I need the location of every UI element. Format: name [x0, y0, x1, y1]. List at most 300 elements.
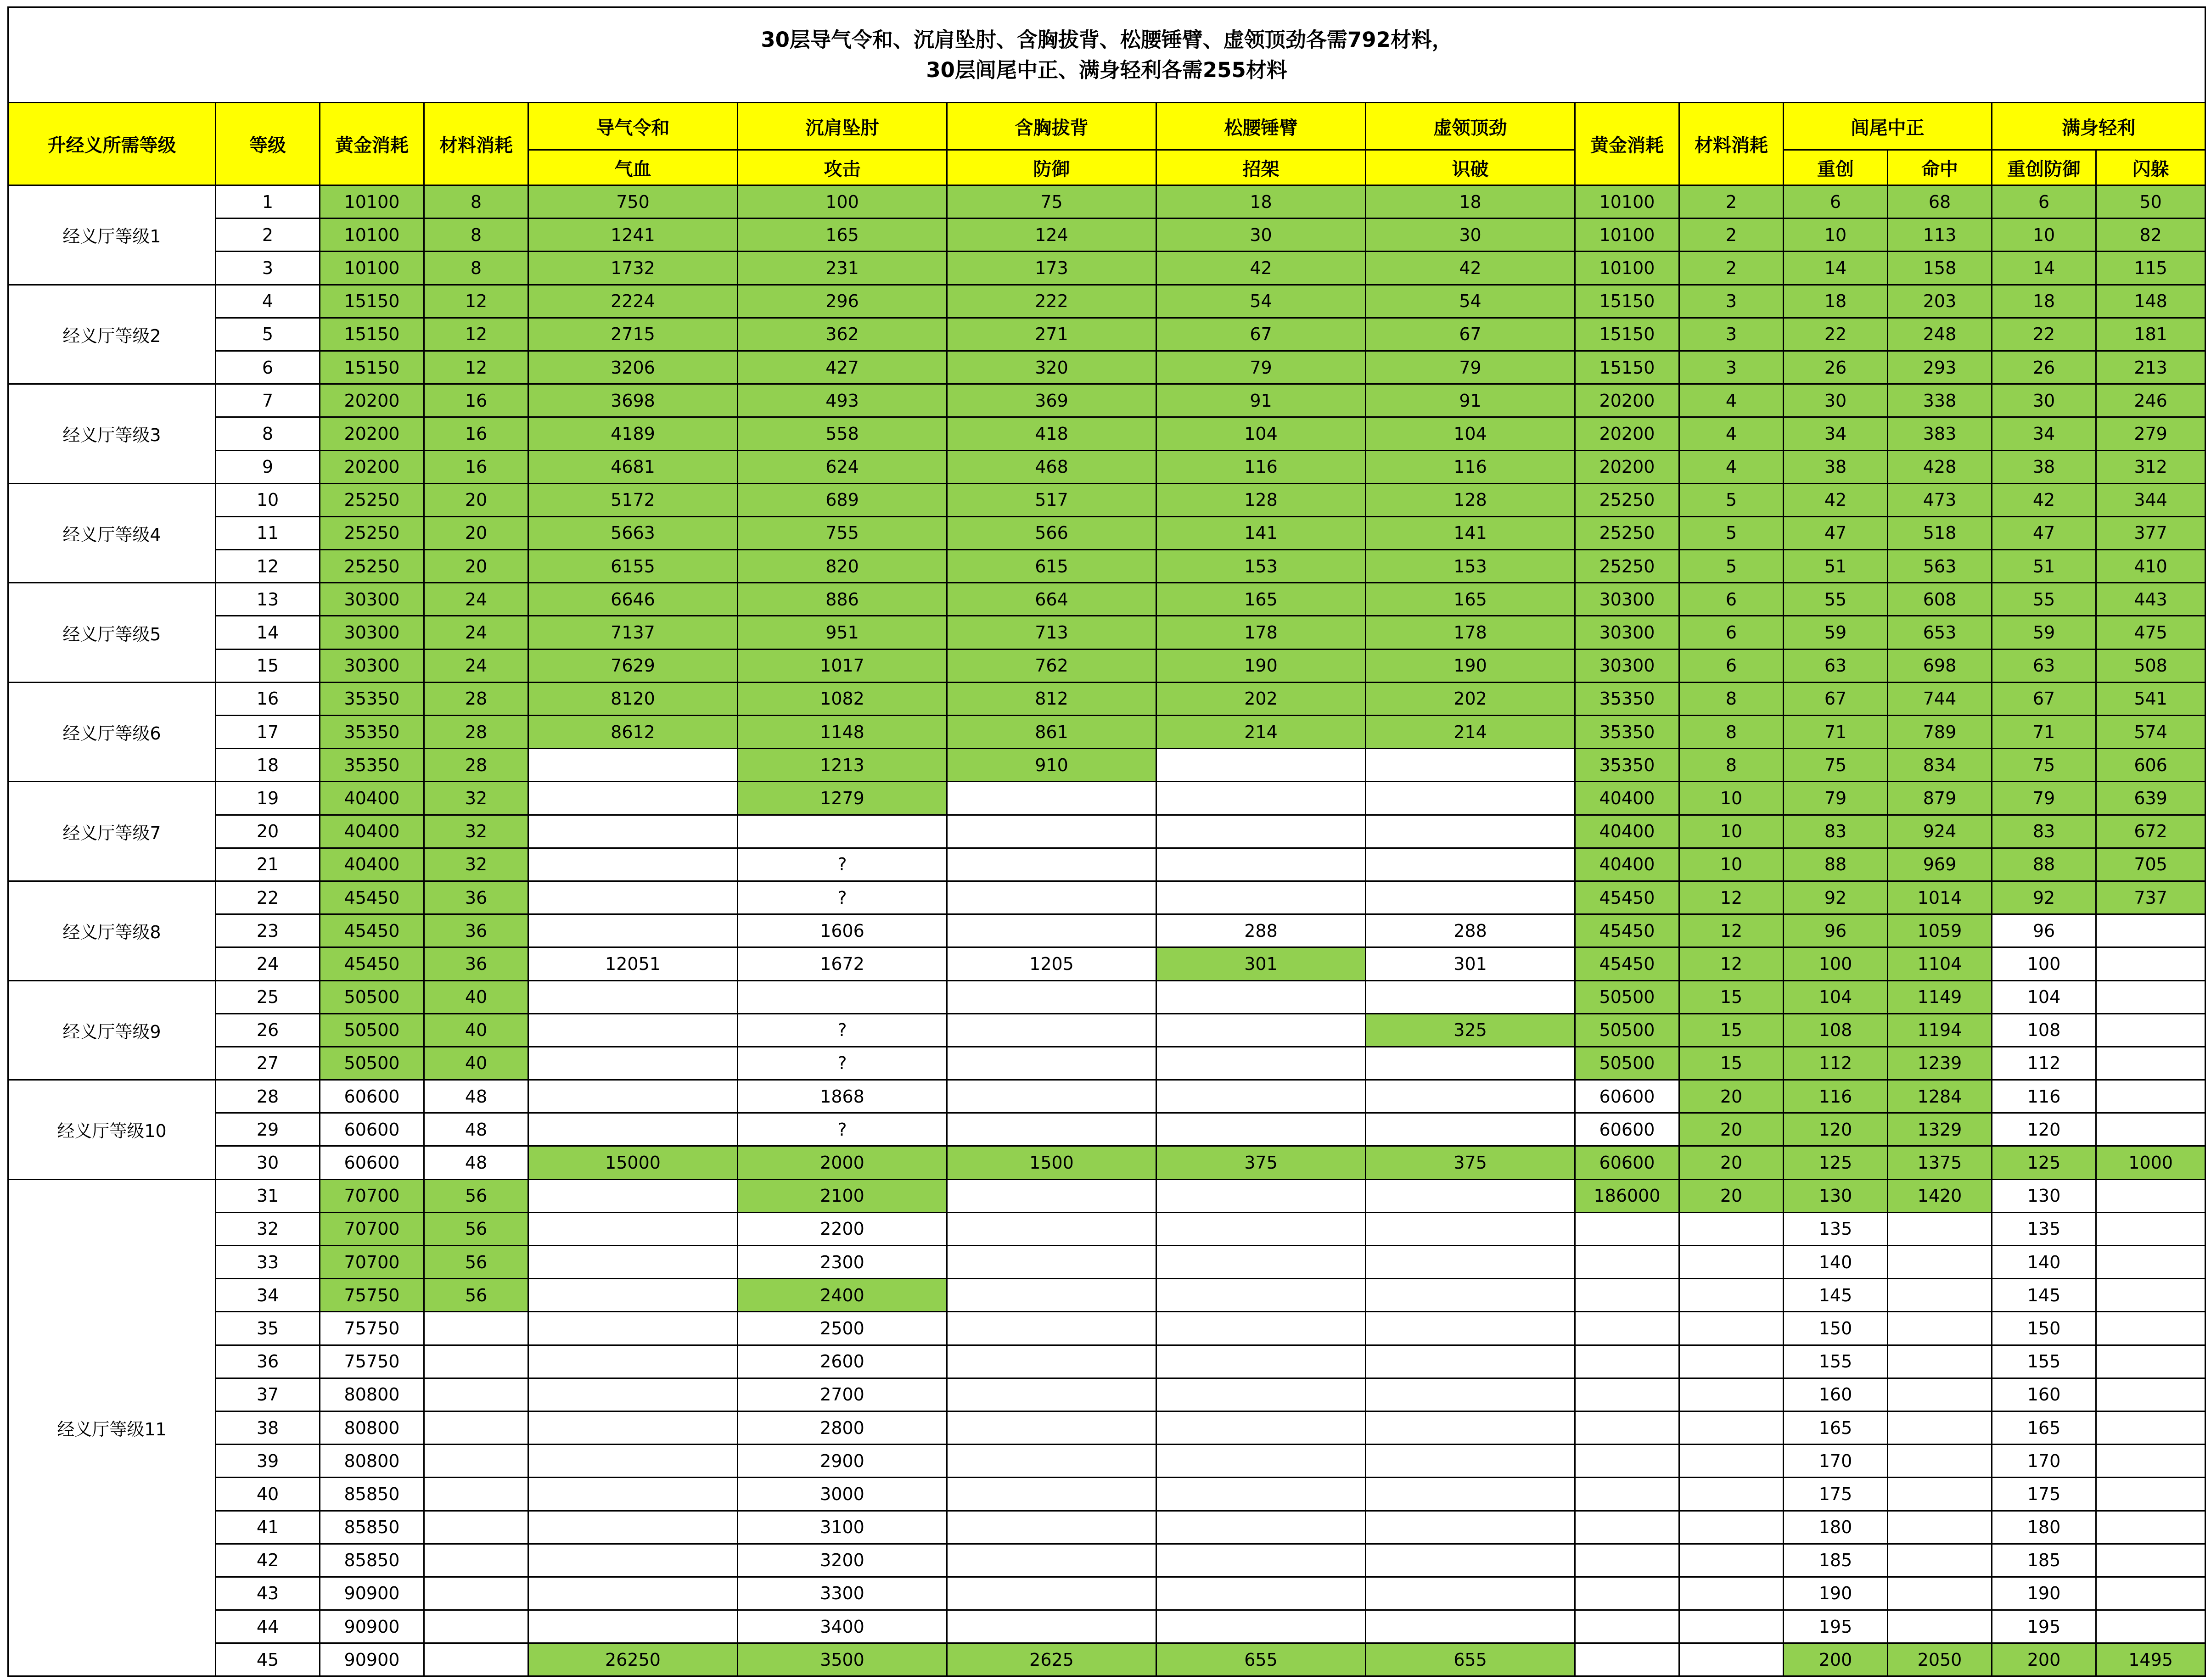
cell-hit: 1284 [1888, 1080, 1992, 1113]
cell-level: 7 [216, 384, 320, 417]
cell-insight: 116 [1366, 450, 1575, 483]
cell-mat2: 15 [1679, 1014, 1784, 1047]
cell-gold1: 80800 [320, 1445, 424, 1478]
cell-crit-defense: 116 [1992, 1080, 2096, 1113]
cell-gold1: 10100 [320, 252, 424, 285]
header-stat-dodge: 闪躲 [2096, 150, 2205, 185]
cell-parry [1156, 1411, 1366, 1444]
header-stat-crit: 重创 [1784, 150, 1888, 185]
cell-defense: 2625 [947, 1643, 1156, 1676]
cell-mat2: 6 [1679, 649, 1784, 682]
cell-defense: 566 [947, 516, 1156, 549]
cell-hit: 1149 [1888, 980, 1992, 1014]
cell-mat2: 3 [1679, 285, 1784, 318]
cell-hp: 2715 [528, 318, 738, 351]
cell-dodge [2096, 1610, 2205, 1643]
cell-crit-defense: 79 [1992, 782, 2096, 815]
cell-mat2: 15 [1679, 1047, 1784, 1080]
cell-defense [947, 1080, 1156, 1113]
cell-mat1: 48 [424, 1146, 528, 1179]
cell-parry: 54 [1156, 285, 1366, 318]
group-label: 经义厅等级10 [8, 1080, 216, 1180]
cell-mat1: 16 [424, 384, 528, 417]
cell-insight [1366, 1478, 1575, 1511]
cell-insight: 54 [1366, 285, 1575, 318]
cell-hp: 6646 [528, 583, 738, 616]
cell-defense [947, 1312, 1156, 1345]
cell-crit: 14 [1784, 252, 1888, 285]
table-row [8, 616, 2205, 649]
cell-crit: 92 [1784, 881, 1888, 914]
cell-gold1: 15150 [320, 351, 424, 384]
cell-parry: 165 [1156, 583, 1366, 616]
cell-parry [1156, 1047, 1366, 1080]
cell-hit [1888, 1345, 1992, 1378]
cell-hp [528, 1279, 738, 1312]
cell-crit-defense: 67 [1992, 682, 2096, 715]
cell-mat2: 8 [1679, 682, 1784, 715]
cell-hp: 12051 [528, 947, 738, 980]
cell-hp [528, 815, 738, 848]
group-label: 经义厅等级8 [8, 881, 216, 980]
cell-hp: 5172 [528, 483, 738, 516]
cell-defense [947, 1014, 1156, 1047]
cell-attack: 2900 [738, 1445, 947, 1478]
cell-attack: 2700 [738, 1378, 947, 1411]
cell-insight [1366, 1080, 1575, 1113]
cell-parry [1156, 1378, 1366, 1411]
cell-dodge [2096, 1478, 2205, 1511]
cell-insight: 141 [1366, 516, 1575, 549]
cell-mat1: 36 [424, 947, 528, 980]
table-row [8, 914, 2205, 947]
cell-level: 42 [216, 1544, 320, 1577]
cell-defense: 271 [947, 318, 1156, 351]
cell-hp [528, 881, 738, 914]
cell-level: 41 [216, 1511, 320, 1544]
table-row [8, 483, 2205, 516]
cell-mat1 [424, 1378, 528, 1411]
cell-gold2: 45450 [1575, 947, 1679, 980]
cell-level: 23 [216, 914, 320, 947]
cell-dodge [2096, 1179, 2205, 1212]
group-label: 经义厅等级7 [8, 782, 216, 881]
cell-attack: ? [738, 881, 947, 914]
cell-insight: 214 [1366, 716, 1575, 749]
cell-mat2 [1679, 1610, 1784, 1643]
cell-parry: 288 [1156, 914, 1366, 947]
cell-gold2 [1575, 1511, 1679, 1544]
cell-level: 18 [216, 749, 320, 782]
cell-crit: 55 [1784, 583, 1888, 616]
cell-crit-defense: 22 [1992, 318, 2096, 351]
cell-hp: 6155 [528, 550, 738, 583]
cell-hit: 698 [1888, 649, 1992, 682]
table-row [8, 1146, 2205, 1179]
title-line-2: 30层闾尾中正、满身轻利各需255材料 [926, 57, 1287, 82]
cell-attack: 3400 [738, 1610, 947, 1643]
cell-insight: 67 [1366, 318, 1575, 351]
cell-parry: 153 [1156, 550, 1366, 583]
table-row [8, 1643, 2205, 1676]
cell-mat2: 2 [1679, 218, 1784, 252]
cell-crit: 6 [1784, 185, 1888, 218]
cell-gold1: 70700 [320, 1212, 424, 1245]
cell-crit-defense: 120 [1992, 1113, 2096, 1146]
cell-gold1: 90900 [320, 1643, 424, 1676]
cell-parry [1156, 1179, 1366, 1212]
cell-hit: 383 [1888, 417, 1992, 450]
cell-dodge [2096, 1212, 2205, 1245]
table-row [8, 980, 2205, 1014]
cell-gold2 [1575, 1378, 1679, 1411]
cell-mat1 [424, 1312, 528, 1345]
cell-gold1: 75750 [320, 1279, 424, 1312]
table-row [8, 1014, 2205, 1047]
cell-defense [947, 1445, 1156, 1478]
cell-mat2 [1679, 1577, 1784, 1610]
cell-mat2: 4 [1679, 450, 1784, 483]
cell-crit: 155 [1784, 1345, 1888, 1378]
cell-insight [1366, 1610, 1575, 1643]
cell-crit: 47 [1784, 516, 1888, 549]
cell-gold2: 60600 [1575, 1146, 1679, 1179]
cell-crit-defense: 145 [1992, 1279, 2096, 1312]
group-label: 经义厅等级9 [8, 980, 216, 1080]
cell-crit: 59 [1784, 616, 1888, 649]
cell-attack: 755 [738, 516, 947, 549]
cell-crit: 26 [1784, 351, 1888, 384]
cell-hit: 203 [1888, 285, 1992, 318]
cell-insight [1366, 1577, 1575, 1610]
cell-level: 22 [216, 881, 320, 914]
cell-mat1 [424, 1577, 528, 1610]
cell-dodge [2096, 1279, 2205, 1312]
cell-dodge: 574 [2096, 716, 2205, 749]
cell-attack: 2400 [738, 1279, 947, 1312]
cell-defense: 1500 [947, 1146, 1156, 1179]
cell-parry [1156, 1577, 1366, 1610]
cell-insight: 655 [1366, 1643, 1575, 1676]
cell-hit: 113 [1888, 218, 1992, 252]
table-row [8, 318, 2205, 351]
cell-gold2: 20200 [1575, 384, 1679, 417]
header-skill-daoqi: 导气令和 [528, 103, 738, 150]
cell-parry [1156, 1014, 1366, 1047]
header-stat-hp: 气血 [528, 150, 738, 185]
cell-defense: 75 [947, 185, 1156, 218]
cell-crit: 75 [1784, 749, 1888, 782]
cell-dodge [2096, 1544, 2205, 1577]
cell-insight [1366, 1279, 1575, 1312]
cell-gold1: 45450 [320, 914, 424, 947]
table-row [8, 749, 2205, 782]
cell-attack: 493 [738, 384, 947, 417]
cell-parry: 128 [1156, 483, 1366, 516]
table-row [8, 881, 2205, 914]
cell-dodge: 213 [2096, 351, 2205, 384]
cell-mat2 [1679, 1411, 1784, 1444]
cell-dodge: 443 [2096, 583, 2205, 616]
cell-hit [1888, 1312, 1992, 1345]
cell-gold2: 40400 [1575, 848, 1679, 881]
cell-level: 9 [216, 450, 320, 483]
table-row [8, 1544, 2205, 1577]
cell-crit-defense: 47 [1992, 516, 2096, 549]
cell-attack: 2800 [738, 1411, 947, 1444]
cell-gold2 [1575, 1445, 1679, 1478]
cell-mat2: 8 [1679, 749, 1784, 782]
cell-crit-defense: 125 [1992, 1146, 2096, 1179]
cell-gold2: 30300 [1575, 649, 1679, 682]
cell-dodge: 82 [2096, 218, 2205, 252]
cell-gold1: 30300 [320, 649, 424, 682]
upgrade-table [7, 6, 2206, 1677]
cell-mat2: 5 [1679, 483, 1784, 516]
cell-level: 29 [216, 1113, 320, 1146]
cell-crit-defense: 130 [1992, 1179, 2096, 1212]
cell-hp: 1732 [528, 252, 738, 285]
cell-attack: 1672 [738, 947, 947, 980]
cell-hp [528, 848, 738, 881]
cell-attack: 1868 [738, 1080, 947, 1113]
cell-crit-defense: 195 [1992, 1610, 2096, 1643]
cell-dodge: 344 [2096, 483, 2205, 516]
group-label: 经义厅等级4 [8, 483, 216, 583]
cell-gold2: 186000 [1575, 1179, 1679, 1212]
cell-parry: 214 [1156, 716, 1366, 749]
cell-attack: 100 [738, 185, 947, 218]
cell-defense [947, 848, 1156, 881]
cell-defense [947, 1544, 1156, 1577]
cell-defense: 812 [947, 682, 1156, 715]
cell-mat2 [1679, 1445, 1784, 1478]
cell-attack: 231 [738, 252, 947, 285]
cell-level: 10 [216, 483, 320, 516]
spreadsheet [7, 6, 2205, 1677]
cell-mat2: 2 [1679, 252, 1784, 285]
cell-parry: 655 [1156, 1643, 1366, 1676]
cell-hit: 1014 [1888, 881, 1992, 914]
cell-mat1: 32 [424, 815, 528, 848]
cell-attack: 3200 [738, 1544, 947, 1577]
cell-attack: 1148 [738, 716, 947, 749]
cell-parry [1156, 1279, 1366, 1312]
cell-level: 40 [216, 1478, 320, 1511]
cell-attack: 2500 [738, 1312, 947, 1345]
cell-dodge [2096, 1080, 2205, 1113]
cell-crit-defense: 59 [1992, 616, 2096, 649]
cell-defense [947, 1378, 1156, 1411]
cell-crit-defense: 135 [1992, 1212, 2096, 1245]
cell-hit: 68 [1888, 185, 1992, 218]
cell-mat2: 15 [1679, 980, 1784, 1014]
cell-level: 33 [216, 1246, 320, 1279]
cell-hit [1888, 1279, 1992, 1312]
cell-level: 2 [216, 218, 320, 252]
cell-hit: 158 [1888, 252, 1992, 285]
cell-gold1: 60600 [320, 1113, 424, 1146]
cell-hit: 744 [1888, 682, 1992, 715]
cell-hp [528, 1610, 738, 1643]
cell-gold1: 75750 [320, 1312, 424, 1345]
cell-crit-defense: 55 [1992, 583, 2096, 616]
table-row [8, 1577, 2205, 1610]
cell-gold1: 30300 [320, 583, 424, 616]
cell-gold2: 20200 [1575, 417, 1679, 450]
table-row [8, 682, 2205, 715]
cell-gold2 [1575, 1411, 1679, 1444]
cell-gold2: 60600 [1575, 1113, 1679, 1146]
group-label: 经义厅等级6 [8, 682, 216, 782]
cell-insight: 301 [1366, 947, 1575, 980]
cell-defense [947, 1179, 1156, 1212]
cell-level: 31 [216, 1179, 320, 1212]
cell-gold1: 25250 [320, 516, 424, 549]
cell-gold2: 50500 [1575, 1014, 1679, 1047]
cell-dodge: 148 [2096, 285, 2205, 318]
cell-crit: 116 [1784, 1080, 1888, 1113]
cell-mat1: 40 [424, 1047, 528, 1080]
table-row [8, 947, 2205, 980]
cell-mat1 [424, 1511, 528, 1544]
cell-insight [1366, 1312, 1575, 1345]
cell-hp [528, 914, 738, 947]
cell-gold2: 45450 [1575, 914, 1679, 947]
cell-crit-defense: 104 [1992, 980, 2096, 1014]
cell-mat1 [424, 1610, 528, 1643]
cell-attack: 624 [738, 450, 947, 483]
cell-insight [1366, 782, 1575, 815]
cell-dodge [2096, 1047, 2205, 1080]
header-skill-hanxiong: 含胸拔背 [947, 103, 1156, 150]
cell-crit-defense: 51 [1992, 550, 2096, 583]
cell-insight [1366, 1445, 1575, 1478]
cell-gold1: 30300 [320, 616, 424, 649]
cell-level: 27 [216, 1047, 320, 1080]
table-row [8, 384, 2205, 417]
cell-crit: 150 [1784, 1312, 1888, 1345]
cell-dodge [2096, 947, 2205, 980]
cell-gold1: 50500 [320, 1047, 424, 1080]
cell-crit: 112 [1784, 1047, 1888, 1080]
cell-mat1 [424, 1411, 528, 1444]
cell-dodge: 672 [2096, 815, 2205, 848]
cell-gold1: 70700 [320, 1179, 424, 1212]
cell-crit-defense: 165 [1992, 1411, 2096, 1444]
cell-mat2: 4 [1679, 417, 1784, 450]
cell-level: 39 [216, 1445, 320, 1478]
cell-dodge: 606 [2096, 749, 2205, 782]
cell-gold2 [1575, 1345, 1679, 1378]
header-gold-2: 黄金消耗 [1575, 103, 1679, 185]
table-row [8, 218, 2205, 252]
cell-gold1: 85850 [320, 1478, 424, 1511]
cell-insight [1366, 1411, 1575, 1444]
table-row [8, 782, 2205, 815]
cell-level: 34 [216, 1279, 320, 1312]
header-stat-hit: 命中 [1888, 150, 1992, 185]
header-material-1: 材料消耗 [424, 103, 528, 185]
cell-mat1: 36 [424, 914, 528, 947]
cell-crit: 165 [1784, 1411, 1888, 1444]
cell-level: 20 [216, 815, 320, 848]
table-row [8, 1511, 2205, 1544]
cell-mat2: 10 [1679, 848, 1784, 881]
cell-gold1: 20200 [320, 417, 424, 450]
cell-crit: 160 [1784, 1378, 1888, 1411]
cell-dodge: 1000 [2096, 1146, 2205, 1179]
cell-level: 1 [216, 185, 320, 218]
cell-insight: 325 [1366, 1014, 1575, 1047]
cell-crit-defense: 160 [1992, 1378, 2096, 1411]
cell-parry [1156, 1246, 1366, 1279]
table-row [8, 1478, 2205, 1511]
cell-defense [947, 1610, 1156, 1643]
cell-attack: 886 [738, 583, 947, 616]
cell-mat2: 12 [1679, 947, 1784, 980]
cell-crit: 34 [1784, 417, 1888, 450]
cell-hit: 473 [1888, 483, 1992, 516]
cell-dodge: 312 [2096, 450, 2205, 483]
cell-attack: 1213 [738, 749, 947, 782]
cell-mat2 [1679, 1478, 1784, 1511]
cell-parry [1156, 1478, 1366, 1511]
cell-hp [528, 1179, 738, 1212]
cell-hit: 338 [1888, 384, 1992, 417]
cell-dodge: 541 [2096, 682, 2205, 715]
header-level: 等级 [216, 103, 320, 185]
cell-defense: 222 [947, 285, 1156, 318]
cell-insight: 178 [1366, 616, 1575, 649]
cell-mat2 [1679, 1312, 1784, 1345]
group-label: 经义厅等级2 [8, 285, 216, 384]
cell-crit-defense: 10 [1992, 218, 2096, 252]
cell-hp: 3698 [528, 384, 738, 417]
cell-gold1: 40400 [320, 782, 424, 815]
cell-hit [1888, 1610, 1992, 1643]
cell-crit-defense: 26 [1992, 351, 2096, 384]
cell-mat1: 24 [424, 583, 528, 616]
cell-gold1: 90900 [320, 1577, 424, 1610]
cell-level: 4 [216, 285, 320, 318]
cell-attack: 2200 [738, 1212, 947, 1245]
table-body [8, 185, 2205, 1676]
cell-level: 43 [216, 1577, 320, 1610]
cell-gold2: 30300 [1575, 616, 1679, 649]
cell-hit [1888, 1577, 1992, 1610]
cell-insight [1366, 1511, 1575, 1544]
cell-defense: 861 [947, 716, 1156, 749]
cell-insight [1366, 1345, 1575, 1378]
cell-hp: 8612 [528, 716, 738, 749]
cell-mat2: 2 [1679, 185, 1784, 218]
cell-gold1: 60600 [320, 1080, 424, 1113]
cell-hit: 2050 [1888, 1643, 1992, 1676]
cell-mat1: 32 [424, 848, 528, 881]
cell-crit: 83 [1784, 815, 1888, 848]
table-row [8, 1378, 2205, 1411]
cell-level: 37 [216, 1378, 320, 1411]
cell-hit [1888, 1411, 1992, 1444]
cell-hp [528, 1445, 738, 1478]
table-row [8, 516, 2205, 549]
cell-crit-defense: 100 [1992, 947, 2096, 980]
cell-attack: ? [738, 848, 947, 881]
cell-dodge [2096, 1113, 2205, 1146]
cell-gold2 [1575, 1478, 1679, 1511]
cell-crit: 145 [1784, 1279, 1888, 1312]
